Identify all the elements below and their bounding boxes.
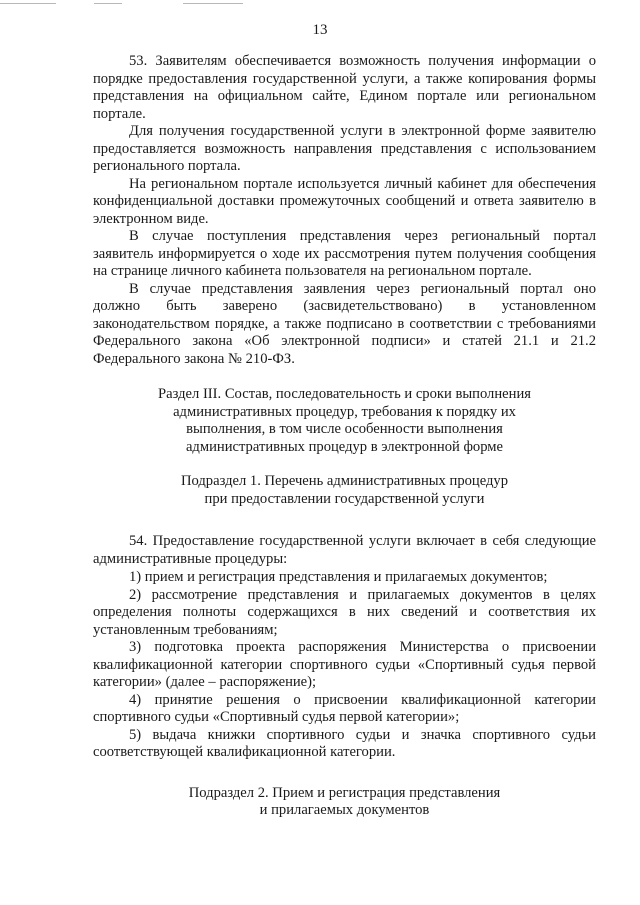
section-3-heading-line: выполнения, в том числе особенности выполнения: [186, 421, 503, 437]
scan-artifact: [94, 3, 122, 4]
paragraph-53: 53. Заявителям обеспечивается возможность получения информации о порядке предоставления государственной услуги, а также копирования формы представления на официальном сайте, Едином портале или региональном портале.: [93, 53, 596, 122]
paragraph-personal-cabinet: На региональном портале используется личный кабинет для обеспечения конфиденциальной доставки промежуточных сообщений и ответа заявителю в электронном виде.: [93, 175, 596, 227]
list-item: 3) подготовка проекта распоряжения Министерства о присвоении квалификационной категории спортивного судьи «Спортивный судья первой категории» (далее – распоряжение);: [93, 639, 596, 690]
subsection-2-heading: [93, 785, 596, 820]
subsection-2-heading-line: и прилагаемых документов: [259, 802, 430, 818]
section-3-heading-line: административных процедур, требования к порядку их: [173, 403, 516, 420]
section-3-heading: [93, 386, 596, 456]
subsection-2-heading-line: Подраздел 2. Прием и регистрация представления: [188, 784, 501, 801]
list-item: 5) выдача книжки спортивного судьи и значка спортивного судьи соответствующей квалификационной категории.: [93, 726, 596, 760]
list-item: 1) прием и регистрация представления и прилагаемых документов;: [129, 569, 548, 585]
subsection-1-heading: [93, 473, 596, 508]
paragraph-signature: В случае представления заявления через региональный портал оно должно быть заверено (засвидетельствовано) в установленном законодательством порядке, а также подписано в соответствии с требованиями Федерального закона «Об электронной подписи» и статей 21.1 и 21.2 Федерального закона № 210-ФЗ.: [93, 280, 596, 367]
section-3-heading-line: административных процедур в электронной форме: [185, 438, 504, 455]
scan-artifact: [183, 3, 243, 4]
list-item: 2) рассмотрение представления и прилагаемых документов в целях определения полноты содержащихся в них сведений и соответствия их установленным требованиям;: [93, 586, 596, 638]
section-3-heading-line: Раздел III. Состав, последовательность и сроки выполнения: [158, 386, 531, 402]
subsection-1-heading-line: Подраздел 1. Перечень административных процедур: [180, 473, 509, 489]
scan-artifact: [0, 3, 56, 4]
paragraph-electronic-form: Для получения государственной услуги в электронной форме заявителю предоставляется возможность направления представления с использованием регионального портала.: [93, 123, 596, 174]
page-number: 13: [312, 22, 328, 38]
subsection-1-heading-line: при предоставлении государственной услуги: [204, 490, 485, 507]
list-item: 4) принятие решения о присвоении квалификационной категории спортивного судьи «Спортивный судья первой категории»;: [93, 691, 596, 725]
procedures-list: [93, 569, 596, 762]
paragraph-54: 54. Предоставление государственной услуги включает в себя следующие административные процедуры:: [93, 533, 596, 567]
document-body: [93, 53, 596, 820]
paragraph-notification: В случае поступления представления через региональный портал заявитель информируется о ходе их рассмотрения путем получения сообщения на странице личного кабинета пользователя на региональном портале.: [93, 228, 596, 279]
